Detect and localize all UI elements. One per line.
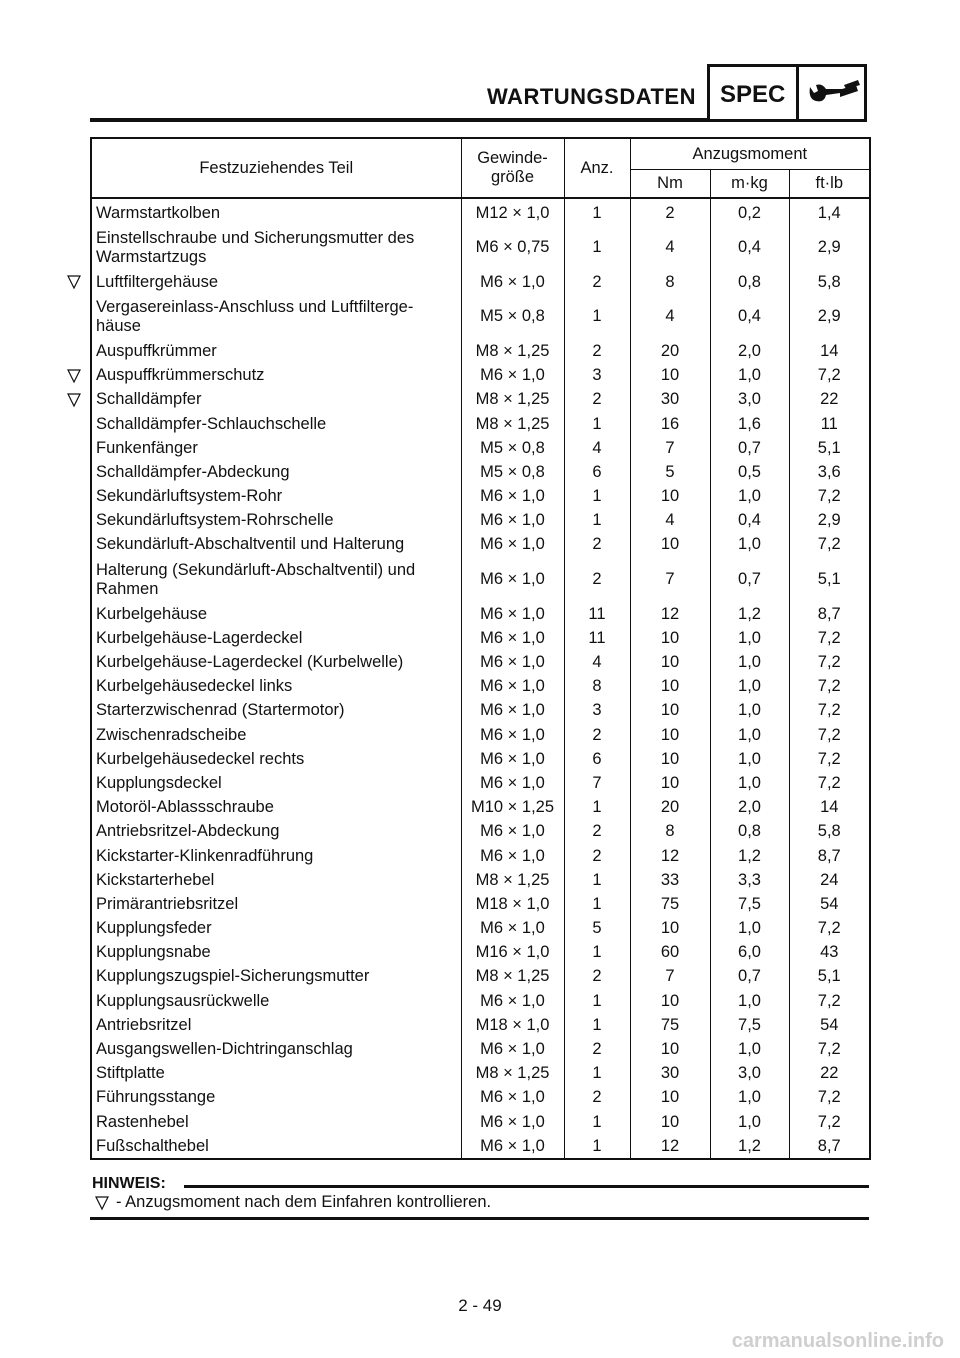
cell-ftlb: 43 bbox=[789, 941, 870, 965]
cell-nm: 33 bbox=[630, 868, 710, 892]
cell-part: Antriebsritzel bbox=[91, 1013, 461, 1037]
table-row bbox=[91, 1013, 870, 1037]
cell-ftlb: 8,7 bbox=[789, 844, 870, 868]
cell-thread: M8 × 1,25 bbox=[461, 388, 564, 412]
cell-part: Kupplungsausrückwelle bbox=[91, 989, 461, 1013]
triangle-check-icon bbox=[66, 274, 82, 290]
cell-thread: M16 × 1,0 bbox=[461, 941, 564, 965]
cell-thread: M6 × 1,0 bbox=[461, 820, 564, 844]
cell-thread: M6 × 1,0 bbox=[461, 771, 564, 795]
cell-mkg: 2,0 bbox=[710, 339, 789, 363]
cell-nm: 7 bbox=[630, 965, 710, 989]
col-header-part: Festzuziehendes Teil bbox=[91, 138, 461, 198]
cell-mkg: 1,0 bbox=[710, 485, 789, 509]
cell-qty: 4 bbox=[564, 436, 630, 460]
table-row bbox=[91, 675, 870, 699]
cell-qty: 2 bbox=[564, 1037, 630, 1061]
cell-mkg: 1,0 bbox=[710, 1086, 789, 1110]
table-row bbox=[91, 989, 870, 1013]
cell-nm: 10 bbox=[630, 650, 710, 674]
cell-nm: 2 bbox=[630, 198, 710, 225]
cell-mkg: 7,5 bbox=[710, 892, 789, 916]
cell-nm: 10 bbox=[630, 533, 710, 557]
cell-ftlb: 7,2 bbox=[789, 699, 870, 723]
cell-part: Vergasereinlass-Anschluss und Luftfilterge- häuse bbox=[91, 294, 461, 339]
cell-part: Kurbelgehäuse-Lagerdeckel (Kurbelwelle) bbox=[91, 650, 461, 674]
cell-nm: 10 bbox=[630, 1086, 710, 1110]
cell-part: Kickstarterhebel bbox=[91, 868, 461, 892]
table-row bbox=[91, 339, 870, 363]
cell-nm: 30 bbox=[630, 388, 710, 412]
col-header-thread: Gewinde- größe bbox=[461, 138, 564, 198]
cell-ftlb: 14 bbox=[789, 339, 870, 363]
cell-ftlb: 7,2 bbox=[789, 650, 870, 674]
cell-thread: M8 × 1,25 bbox=[461, 339, 564, 363]
col-header-qty: Anz. bbox=[564, 138, 630, 198]
cell-nm: 12 bbox=[630, 1134, 710, 1159]
cell-thread: M12 × 1,0 bbox=[461, 198, 564, 225]
cell-ftlb: 22 bbox=[789, 1062, 870, 1086]
cell-part: Kurbelgehäusedeckel rechts bbox=[91, 747, 461, 771]
cell-nm: 5 bbox=[630, 460, 710, 484]
col-header-nm: Nm bbox=[630, 170, 710, 199]
table-row bbox=[91, 294, 870, 339]
cell-part: Ausgangswellen-Dichtringanschlag bbox=[91, 1037, 461, 1061]
cell-thread: M6 × 1,0 bbox=[461, 747, 564, 771]
cell-mkg: 1,0 bbox=[710, 771, 789, 795]
cell-mkg: 1,0 bbox=[710, 626, 789, 650]
cell-part: Sekundärluftsystem-Rohr bbox=[91, 485, 461, 509]
cell-part: Kurbelgehäusedeckel links bbox=[91, 675, 461, 699]
cell-thread: M6 × 1,0 bbox=[461, 723, 564, 747]
cell-ftlb: 8,7 bbox=[789, 602, 870, 626]
cell-nm: 10 bbox=[630, 917, 710, 941]
cell-thread: M6 × 1,0 bbox=[461, 270, 564, 294]
table-row bbox=[91, 1134, 870, 1159]
cell-part: Kickstarter-Klinkenradführung bbox=[91, 844, 461, 868]
cell-nm: 60 bbox=[630, 941, 710, 965]
cell-thread: M6 × 1,0 bbox=[461, 1086, 564, 1110]
cell-nm: 30 bbox=[630, 1062, 710, 1086]
table-row bbox=[91, 650, 870, 674]
cell-qty: 1 bbox=[564, 294, 630, 339]
cell-ftlb: 7,2 bbox=[789, 989, 870, 1013]
cell-ftlb: 7,2 bbox=[789, 917, 870, 941]
cell-qty: 1 bbox=[564, 989, 630, 1013]
cell-nm: 10 bbox=[630, 1110, 710, 1134]
table-row bbox=[91, 1086, 870, 1110]
cell-ftlb: 7,2 bbox=[789, 675, 870, 699]
cell-ftlb: 8,7 bbox=[789, 1134, 870, 1159]
cell-qty: 1 bbox=[564, 412, 630, 436]
table-row bbox=[91, 699, 870, 723]
cell-thread: M6 × 1,0 bbox=[461, 1037, 564, 1061]
cell-qty: 1 bbox=[564, 1110, 630, 1134]
cell-part: Kurbelgehäuse bbox=[91, 602, 461, 626]
cell-mkg: 1,0 bbox=[710, 533, 789, 557]
cell-ftlb: 22 bbox=[789, 388, 870, 412]
cell-ftlb: 1,4 bbox=[789, 198, 870, 225]
cell-part: Schalldämpfer-Schlauchschelle bbox=[91, 412, 461, 436]
cell-part: Schalldämpfer-Abdeckung bbox=[91, 460, 461, 484]
cell-part: Funkenfänger bbox=[91, 436, 461, 460]
table-row bbox=[91, 1062, 870, 1086]
cell-nm: 75 bbox=[630, 1013, 710, 1037]
cell-qty: 1 bbox=[564, 868, 630, 892]
cell-nm: 10 bbox=[630, 675, 710, 699]
cell-mkg: 0,5 bbox=[710, 460, 789, 484]
cell-mkg: 0,4 bbox=[710, 294, 789, 339]
cell-thread: M6 × 1,0 bbox=[461, 675, 564, 699]
spec-badge bbox=[707, 64, 867, 122]
cell-nm: 16 bbox=[630, 412, 710, 436]
cell-part: Motoröl-Ablassschraube bbox=[91, 796, 461, 820]
table-row bbox=[91, 771, 870, 795]
note-text: - Anzugsmoment nach dem Einfahren kontrollieren. bbox=[116, 1193, 492, 1211]
cell-thread: M6 × 1,0 bbox=[461, 533, 564, 557]
cell-thread: M6 × 1,0 bbox=[461, 602, 564, 626]
cell-thread: M6 × 1,0 bbox=[461, 485, 564, 509]
cell-ftlb: 2,9 bbox=[789, 225, 870, 270]
spec-divider bbox=[796, 67, 799, 119]
cell-qty: 2 bbox=[564, 557, 630, 602]
cell-thread: M8 × 1,25 bbox=[461, 1062, 564, 1086]
cell-thread: M6 × 1,0 bbox=[461, 557, 564, 602]
cell-qty: 2 bbox=[564, 965, 630, 989]
cell-part: Kupplungsnabe bbox=[91, 941, 461, 965]
cell-part: Primärantriebsritzel bbox=[91, 892, 461, 916]
cell-nm: 7 bbox=[630, 436, 710, 460]
cell-qty: 3 bbox=[564, 699, 630, 723]
cell-part: Führungsstange bbox=[91, 1086, 461, 1110]
cell-thread: M6 × 1,0 bbox=[461, 626, 564, 650]
cell-part: Zwischenradscheibe bbox=[91, 723, 461, 747]
cell-mkg: 6,0 bbox=[710, 941, 789, 965]
cell-thread: M5 × 0,8 bbox=[461, 436, 564, 460]
cell-part: Halterung (Sekundärluft-Abschaltventil) und Rahmen bbox=[91, 557, 461, 602]
cell-qty: 6 bbox=[564, 747, 630, 771]
cell-qty: 1 bbox=[564, 941, 630, 965]
cell-thread: M6 × 0,75 bbox=[461, 225, 564, 270]
table-row bbox=[91, 917, 870, 941]
header-rule bbox=[90, 118, 707, 122]
cell-ftlb: 3,6 bbox=[789, 460, 870, 484]
table-row bbox=[91, 225, 870, 270]
table-row bbox=[91, 412, 870, 436]
table-row bbox=[91, 388, 870, 412]
cell-ftlb: 7,2 bbox=[789, 364, 870, 388]
cell-part: Kurbelgehäuse-Lagerdeckel bbox=[91, 626, 461, 650]
cell-qty: 11 bbox=[564, 602, 630, 626]
cell-mkg: 7,5 bbox=[710, 1013, 789, 1037]
cell-qty: 5 bbox=[564, 917, 630, 941]
cell-nm: 4 bbox=[630, 294, 710, 339]
cell-ftlb: 54 bbox=[789, 1013, 870, 1037]
cell-nm: 10 bbox=[630, 747, 710, 771]
triangle-check-icon bbox=[94, 1195, 110, 1211]
cell-nm: 4 bbox=[630, 509, 710, 533]
cell-mkg: 0,4 bbox=[710, 225, 789, 270]
cell-mkg: 1,0 bbox=[710, 650, 789, 674]
cell-qty: 2 bbox=[564, 723, 630, 747]
cell-nm: 12 bbox=[630, 602, 710, 626]
cell-mkg: 1,0 bbox=[710, 747, 789, 771]
cell-mkg: 1,0 bbox=[710, 364, 789, 388]
cell-nm: 8 bbox=[630, 820, 710, 844]
cell-thread: M5 × 0,8 bbox=[461, 460, 564, 484]
cell-thread: M18 × 1,0 bbox=[461, 1013, 564, 1037]
cell-qty: 1 bbox=[564, 1062, 630, 1086]
torque-table bbox=[90, 137, 871, 1160]
cell-ftlb: 5,8 bbox=[789, 820, 870, 844]
cell-qty: 11 bbox=[564, 626, 630, 650]
table-row bbox=[91, 941, 870, 965]
cell-part: Sekundärluft-Abschaltventil und Halterung bbox=[91, 533, 461, 557]
cell-ftlb: 7,2 bbox=[789, 771, 870, 795]
cell-part: Kupplungsfeder bbox=[91, 917, 461, 941]
cell-mkg: 1,0 bbox=[710, 675, 789, 699]
cell-part: Starterzwischenrad (Startermotor) bbox=[91, 699, 461, 723]
cell-mkg: 1,0 bbox=[710, 1037, 789, 1061]
table-row bbox=[91, 270, 870, 294]
cell-mkg: 2,0 bbox=[710, 796, 789, 820]
cell-nm: 12 bbox=[630, 844, 710, 868]
cell-ftlb: 54 bbox=[789, 892, 870, 916]
cell-ftlb: 7,2 bbox=[789, 533, 870, 557]
triangle-check-icon bbox=[66, 392, 82, 408]
table-row bbox=[91, 965, 870, 989]
table-row bbox=[91, 436, 870, 460]
cell-mkg: 1,0 bbox=[710, 723, 789, 747]
cell-qty: 2 bbox=[564, 1086, 630, 1110]
cell-mkg: 3,0 bbox=[710, 388, 789, 412]
cell-part: Antriebsritzel-Abdeckung bbox=[91, 820, 461, 844]
table-row bbox=[91, 602, 870, 626]
table-row bbox=[91, 747, 870, 771]
cell-qty: 2 bbox=[564, 533, 630, 557]
cell-nm: 10 bbox=[630, 699, 710, 723]
cell-mkg: 0,8 bbox=[710, 820, 789, 844]
cell-nm: 10 bbox=[630, 989, 710, 1013]
cell-ftlb: 5,1 bbox=[789, 436, 870, 460]
cell-part: Schalldämpfer bbox=[91, 388, 461, 412]
cell-qty: 1 bbox=[564, 198, 630, 225]
cell-thread: M6 × 1,0 bbox=[461, 989, 564, 1013]
cell-nm: 10 bbox=[630, 364, 710, 388]
cell-ftlb: 2,9 bbox=[789, 509, 870, 533]
watermark: carmanualsonline.info bbox=[731, 1330, 944, 1352]
page-title: WARTUNGSDATEN bbox=[487, 84, 696, 109]
cell-thread: M6 × 1,0 bbox=[461, 917, 564, 941]
table-row bbox=[91, 844, 870, 868]
cell-qty: 1 bbox=[564, 509, 630, 533]
cell-ftlb: 7,2 bbox=[789, 626, 870, 650]
cell-nm: 10 bbox=[630, 485, 710, 509]
cell-qty: 6 bbox=[564, 460, 630, 484]
table-row bbox=[91, 820, 870, 844]
cell-mkg: 1,2 bbox=[710, 1134, 789, 1159]
cell-ftlb: 5,8 bbox=[789, 270, 870, 294]
cell-mkg: 0,2 bbox=[710, 198, 789, 225]
table-row bbox=[91, 723, 870, 747]
cell-ftlb: 7,2 bbox=[789, 1110, 870, 1134]
cell-mkg: 0,7 bbox=[710, 557, 789, 602]
cell-ftlb: 7,2 bbox=[789, 723, 870, 747]
cell-part: Rastenhebel bbox=[91, 1110, 461, 1134]
cell-mkg: 1,0 bbox=[710, 699, 789, 723]
cell-mkg: 1,0 bbox=[710, 917, 789, 941]
cell-ftlb: 7,2 bbox=[789, 1037, 870, 1061]
cell-qty: 2 bbox=[564, 270, 630, 294]
col-header-mkg: m·kg bbox=[710, 170, 789, 199]
cell-nm: 10 bbox=[630, 723, 710, 747]
cell-nm: 10 bbox=[630, 626, 710, 650]
cell-thread: M8 × 1,25 bbox=[461, 868, 564, 892]
cell-thread: M8 × 1,25 bbox=[461, 412, 564, 436]
table-row bbox=[91, 198, 870, 225]
cell-part: Kupplungsdeckel bbox=[91, 771, 461, 795]
cell-qty: 1 bbox=[564, 225, 630, 270]
cell-ftlb: 7,2 bbox=[789, 747, 870, 771]
cell-thread: M5 × 0,8 bbox=[461, 294, 564, 339]
cell-qty: 2 bbox=[564, 820, 630, 844]
table-row bbox=[91, 626, 870, 650]
table-row bbox=[91, 1037, 870, 1061]
page-number: 2 - 49 bbox=[458, 1296, 502, 1315]
cell-part: Auspuffkrümmerschutz bbox=[91, 364, 461, 388]
col-header-torque: Anzugsmoment bbox=[630, 138, 870, 170]
cell-thread: M6 × 1,0 bbox=[461, 650, 564, 674]
cell-qty: 1 bbox=[564, 1134, 630, 1159]
cell-thread: M6 × 1,0 bbox=[461, 364, 564, 388]
cell-mkg: 1,2 bbox=[710, 844, 789, 868]
cell-mkg: 0,8 bbox=[710, 270, 789, 294]
cell-ftlb: 11 bbox=[789, 412, 870, 436]
cell-part: Stiftplatte bbox=[91, 1062, 461, 1086]
cell-part: Einstellschraube und Sicherungsmutter des Warmstartzugs bbox=[91, 225, 461, 270]
cell-qty: 7 bbox=[564, 771, 630, 795]
cell-mkg: 0,7 bbox=[710, 436, 789, 460]
cell-ftlb: 2,9 bbox=[789, 294, 870, 339]
cell-nm: 8 bbox=[630, 270, 710, 294]
cell-mkg: 1,2 bbox=[710, 602, 789, 626]
cell-qty: 3 bbox=[564, 364, 630, 388]
table-row bbox=[91, 485, 870, 509]
cell-nm: 7 bbox=[630, 557, 710, 602]
cell-thread: M18 × 1,0 bbox=[461, 892, 564, 916]
cell-thread: M6 × 1,0 bbox=[461, 844, 564, 868]
cell-ftlb: 14 bbox=[789, 796, 870, 820]
cell-qty: 1 bbox=[564, 796, 630, 820]
cell-qty: 4 bbox=[564, 650, 630, 674]
table-row bbox=[91, 868, 870, 892]
cell-qty: 1 bbox=[564, 485, 630, 509]
cell-nm: 75 bbox=[630, 892, 710, 916]
cell-nm: 20 bbox=[630, 796, 710, 820]
cell-thread: M6 × 1,0 bbox=[461, 509, 564, 533]
cell-ftlb: 7,2 bbox=[789, 485, 870, 509]
table-row bbox=[91, 509, 870, 533]
cell-part: Kupplungszugspiel-Sicherungsmutter bbox=[91, 965, 461, 989]
wrench-icon bbox=[806, 77, 862, 111]
cell-thread: M8 × 1,25 bbox=[461, 965, 564, 989]
spec-label: SPEC bbox=[720, 81, 786, 108]
cell-mkg: 3,3 bbox=[710, 868, 789, 892]
cell-ftlb: 5,1 bbox=[789, 965, 870, 989]
note-label: HINWEIS: bbox=[92, 1175, 166, 1192]
note-rule-bottom bbox=[90, 1217, 869, 1220]
cell-ftlb: 24 bbox=[789, 868, 870, 892]
cell-mkg: 1,6 bbox=[710, 412, 789, 436]
cell-qty: 1 bbox=[564, 892, 630, 916]
cell-qty: 1 bbox=[564, 1013, 630, 1037]
cell-part: Warmstartkolben bbox=[91, 198, 461, 225]
table-row bbox=[91, 533, 870, 557]
cell-part: Fußschalthebel bbox=[91, 1134, 461, 1159]
cell-thread: M6 × 1,0 bbox=[461, 1110, 564, 1134]
table-row bbox=[91, 796, 870, 820]
note-rule-top bbox=[184, 1185, 869, 1188]
cell-part: Luftfiltergehäuse bbox=[91, 270, 461, 294]
cell-ftlb: 7,2 bbox=[789, 1086, 870, 1110]
cell-thread: M6 × 1,0 bbox=[461, 1134, 564, 1159]
triangle-check-icon bbox=[66, 368, 82, 384]
table-row bbox=[91, 557, 870, 602]
cell-part: Auspuffkrümmer bbox=[91, 339, 461, 363]
table-row bbox=[91, 1110, 870, 1134]
cell-nm: 10 bbox=[630, 1037, 710, 1061]
cell-part: Sekundärluftsystem-Rohrschelle bbox=[91, 509, 461, 533]
cell-qty: 2 bbox=[564, 339, 630, 363]
cell-qty: 2 bbox=[564, 388, 630, 412]
cell-mkg: 1,0 bbox=[710, 989, 789, 1013]
cell-mkg: 0,4 bbox=[710, 509, 789, 533]
cell-thread: M10 × 1,25 bbox=[461, 796, 564, 820]
col-header-ftlb: ft·lb bbox=[789, 170, 870, 199]
table-row bbox=[91, 892, 870, 916]
cell-mkg: 3,0 bbox=[710, 1062, 789, 1086]
cell-qty: 2 bbox=[564, 844, 630, 868]
table-row bbox=[91, 364, 870, 388]
cell-nm: 4 bbox=[630, 225, 710, 270]
table-row bbox=[91, 460, 870, 484]
cell-qty: 8 bbox=[564, 675, 630, 699]
cell-nm: 10 bbox=[630, 771, 710, 795]
cell-mkg: 1,0 bbox=[710, 1110, 789, 1134]
cell-ftlb: 5,1 bbox=[789, 557, 870, 602]
cell-nm: 20 bbox=[630, 339, 710, 363]
cell-mkg: 0,7 bbox=[710, 965, 789, 989]
cell-thread: M6 × 1,0 bbox=[461, 699, 564, 723]
torque-table-body bbox=[91, 198, 870, 1159]
